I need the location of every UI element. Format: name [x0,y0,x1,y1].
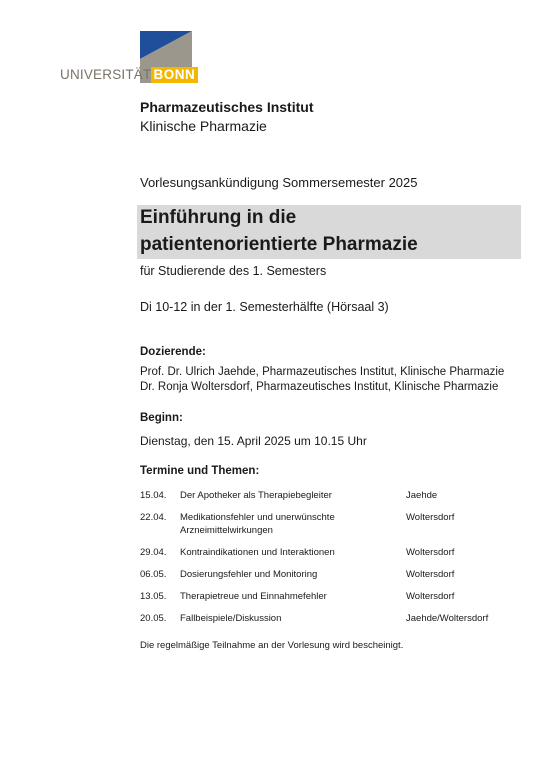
schedule-lecturer: Woltersdorf [406,591,455,602]
department-name: Klinische Pharmazie [140,118,267,134]
schedule-lecturer: Jaehde [406,490,438,501]
schedule-lecturer: Jaehde/Woltersdorf [406,613,489,624]
schedule-date: 15.04. [140,490,167,501]
schedule-date: 06.05. [140,569,167,580]
course-title-line-1: Einführung in die [140,207,297,228]
schedule-date: 20.05. [140,613,167,624]
start-label: Beginn: [140,412,183,424]
time-info: Di 10-12 in der 1. Semesterhälfte (Hörsaal 3) [140,300,389,314]
schedule-label: Termine und Themen: [140,465,260,477]
schedule-lecturer: Woltersdorf [406,512,455,523]
schedule-topic: Kontraindikationen und Interaktionen [180,547,335,558]
logo-university-text: UNIVERSITÄT [60,67,152,82]
start-text: Dienstag, den 15. April 2025 um 10.15 Uhr [140,434,367,448]
announcement: Vorlesungsankündigung Sommersemester 2025 [140,175,418,190]
schedule-lecturer: Woltersdorf [406,569,455,580]
lecturers-label: Dozierende: [140,346,206,358]
audience: für Studierende des 1. Semesters [140,264,327,278]
attendance-note: Die regelmäßige Teilnahme an der Vorlesung wird bescheinigt. [140,640,404,651]
institute-name: Pharmazeutisches Institut [140,99,314,115]
university-logo [60,67,198,83]
schedule-date: 13.05. [140,591,167,602]
lecturer-item: Dr. Ronja Woltersdorf, Pharmazeutisches Institut, Klinische Pharmazie [140,381,499,393]
schedule-date: 29.04. [140,547,167,558]
schedule-topic: Therapietreue und Einnahmefehler [180,591,327,602]
schedule-topic: Fallbeispiele/Diskussion [180,613,282,624]
schedule-topic: Medikationsfehler und unerwünschte Arzneimittelwirkungen [180,512,335,536]
schedule-lecturer: Woltersdorf [406,547,455,558]
lecturer-item: Prof. Dr. Ulrich Jaehde, Pharmazeutisches Institut, Klinische Pharmazie [140,366,505,378]
schedule-topic: Der Apotheker als Therapiebegleiter [180,490,332,501]
logo-bonn-text: BONN [151,67,198,83]
course-title-line-2: patientenorientierte Pharmazie [140,234,418,255]
schedule-topic: Dosierungsfehler und Monitoring [180,569,318,580]
schedule-date: 22.04. [140,512,167,523]
